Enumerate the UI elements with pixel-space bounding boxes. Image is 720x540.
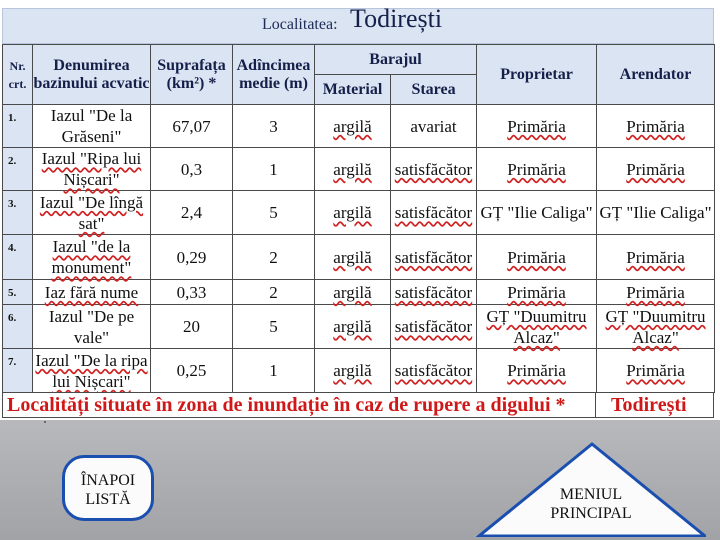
header-area: Suprafața (km²) *: [151, 45, 233, 105]
header-material: Material: [315, 75, 391, 105]
cell-nr: 2.: [3, 148, 33, 191]
cell-depth: 5: [233, 191, 315, 235]
back-button-label-line2: LISTĂ: [85, 491, 131, 508]
cell-state: satisfăcător: [391, 148, 477, 191]
cell-depth: 1: [233, 148, 315, 191]
water-basins-table: [2, 44, 715, 393]
cell-nr: 6.: [3, 305, 33, 349]
marker-dot: [44, 421, 46, 423]
cell-area: 0,25: [151, 349, 233, 393]
cell-depth: 2: [233, 235, 315, 280]
table-row: [3, 191, 715, 235]
main-menu-button[interactable]: [476, 441, 706, 537]
header-owner: Proprietar: [477, 45, 597, 105]
cell-name: Iaz fără nume: [33, 280, 151, 305]
cell-state: satisfăcător: [391, 305, 477, 349]
cell-lessee: Primăria: [597, 105, 715, 148]
header-lessee: Arendator: [597, 45, 715, 105]
cell-owner: Primăria: [477, 349, 597, 393]
cell-owner: Primăria: [477, 105, 597, 148]
cell-nr: 1.: [3, 105, 33, 148]
cell-material: argilă: [315, 105, 391, 148]
cell-state: avariat: [391, 105, 477, 148]
cell-area: 20: [151, 305, 233, 349]
cell-name: Iazul "Ripa lui Nișcari": [33, 148, 151, 191]
cell-depth: 5: [233, 305, 315, 349]
table-row: [3, 305, 715, 349]
table-row: [3, 235, 715, 280]
cell-owner: Primăria: [477, 235, 597, 280]
cell-material: argilă: [315, 305, 391, 349]
cell-nr: 5.: [3, 280, 33, 305]
cell-state: satisfăcător: [391, 349, 477, 393]
main-menu-label-line2: PRINCIPAL: [550, 505, 632, 522]
title-prefix: Localitatea:: [262, 16, 338, 33]
footer-divider: [595, 393, 596, 417]
cell-name: Iazul "De pe vale": [33, 305, 151, 349]
header-depth: Adîncimea medie (m): [233, 45, 315, 105]
cell-state: satisfăcător: [391, 280, 477, 305]
cell-area: 0,3: [151, 148, 233, 191]
cell-owner: Primăria: [477, 148, 597, 191]
header-state: Starea: [391, 75, 477, 105]
cell-name: Iazul "De la Grăseni": [33, 105, 151, 148]
cell-state: satisfăcător: [391, 191, 477, 235]
cell-material: argilă: [315, 191, 391, 235]
cell-name: Iazul "de la monument": [33, 235, 151, 280]
cell-area: 0,29: [151, 235, 233, 280]
cell-material: argilă: [315, 148, 391, 191]
cell-lessee: Primăria: [597, 148, 715, 191]
flood-zone-row: [2, 392, 714, 418]
header-nr: Nr. crt.: [3, 45, 33, 105]
cell-owner: GȚ "Duumitru Alcaz": [477, 305, 597, 349]
back-to-list-button[interactable]: [62, 455, 154, 521]
cell-nr: 7.: [3, 349, 33, 393]
cell-lessee: GȚ "Duumitru Alcaz": [597, 305, 715, 349]
cell-lessee: Primăria: [597, 280, 715, 305]
page-title: Todirești: [350, 4, 443, 33]
cell-nr: 3.: [3, 191, 33, 235]
cell-name: Iazul "De la ripa lui Nișcari": [33, 349, 151, 393]
table-row: [3, 105, 715, 148]
cell-material: argilă: [315, 349, 391, 393]
flood-zone-label: Localități situate în zona de inundație în caz de rupere a digului *: [7, 394, 566, 416]
table-row: [3, 148, 715, 191]
cell-area: 0,33: [151, 280, 233, 305]
header-dam: Barajul: [315, 45, 477, 75]
cell-name: Iazul "De lîngă sat": [33, 191, 151, 235]
table-row: [3, 349, 715, 393]
back-button-label-line1: ÎNAPOI: [80, 472, 136, 489]
cell-material: argilă: [315, 280, 391, 305]
cell-lessee: GȚ "Ilie Caliga": [597, 191, 715, 235]
table-row: [3, 280, 715, 305]
cell-area: 2,4: [151, 191, 233, 235]
cell-area: 67,07: [151, 105, 233, 148]
cell-depth: 3: [233, 105, 315, 148]
cell-depth: 2: [233, 280, 315, 305]
cell-lessee: Primăria: [597, 349, 715, 393]
flood-zone-locality: Todirești: [611, 394, 687, 416]
cell-depth: 1: [233, 349, 315, 393]
cell-material: argilă: [315, 235, 391, 280]
header-name: Denumirea bazinului acvatic: [33, 45, 151, 105]
cell-owner: Primăria: [477, 280, 597, 305]
cell-state: satisfăcător: [391, 235, 477, 280]
cell-nr: 4.: [3, 235, 33, 280]
cell-lessee: Primăria: [597, 235, 715, 280]
cell-owner: GȚ "Ilie Caliga": [477, 191, 597, 235]
main-menu-label-line1: MENIUL: [559, 486, 623, 503]
